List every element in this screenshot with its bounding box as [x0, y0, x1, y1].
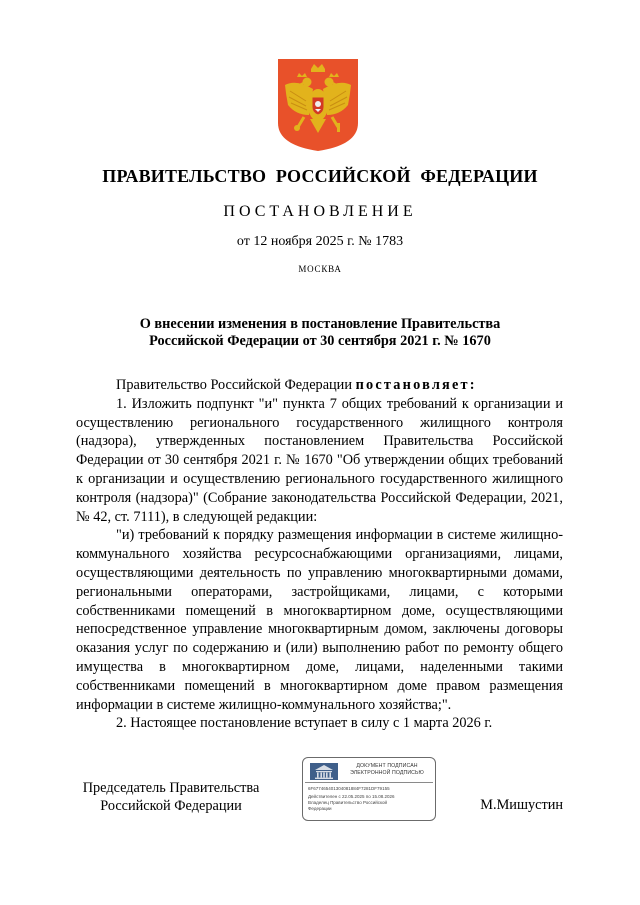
stamp-header: [305, 760, 433, 783]
subject-line-2: Российской Федерации от 30 сентября 2021 г. № 1670: [149, 333, 491, 349]
stamp-validity: Действителен с 22.05.2025 по 15.08.2026: [308, 794, 395, 799]
stamp-title-line-1: ДОКУМЕНТ ПОДПИСАН: [356, 763, 418, 769]
stamp-owner-line-2: Федерации: [308, 806, 332, 811]
document-date-number: от 12 ноября 2025 г. № 1783: [236, 234, 404, 249]
signatory-position-line-2: Российской Федерации: [100, 798, 242, 814]
stamp-certificate: 6F677465401304081884F7281DF79155: [308, 786, 390, 791]
coat-of-arms-emblem: [276, 57, 360, 153]
paragraph-1: 1. Изложить подпункт "и" пункта 7 общих требований к организации и осуществлению регионального государственного жилищного контроля (надзора), утвержденных постановлением Правительства Российской Федерации от 30 сентября 2021 г. № 1670 "Об утверждении общих требований к организации и осуществлению регионального государственного жилищного контроля (надзора)" (Собрание законодательства Российской Федерации, 2021, № 42, ст. 7111), в следующей редакции:: [76, 395, 563, 525]
paragraph-quote: "и) требований к порядку размещения информации в системе жилищно-коммунального хозяйства ресурсоснабжающими организациями, лицами, осуществляющими деятельность по управлению многоквартирными домами, региональными операторами, застройщиками, лицами, с которыми собственниками помещений в многоквартирном доме, осуществляющими непосредственное управление многоквартирным домом, заключены договоры оказания услуг по содержанию и (или) выполнению работ по ремонту общего имущества в многоквартирном доме, лицами, наделенными такими собственниками помещений в многоквартирном доме правом размещения информации в системе жилищно-коммунального хозяйства;".: [76, 527, 563, 713]
signatory-name: М.Мишустин: [480, 797, 563, 813]
subject-line-1: О внесении изменения в постановление Правительства: [139, 316, 501, 332]
stamp-owner-line-1: Владелец Правительство Российской: [308, 800, 388, 805]
signatory-position: [76, 779, 266, 815]
government-title: ПРАВИТЕЛЬСТВО РОССИЙСКОЙ ФЕДЕРАЦИИ: [102, 166, 538, 186]
intro-resolves: постановляет:: [355, 377, 477, 393]
stamp-title-line-2: ЭЛЕКТРОННОЙ ПОДПИСЬЮ: [350, 770, 424, 776]
document-body: [76, 376, 563, 733]
document-subject: [0, 316, 640, 350]
document-type: ПОСТАНОВЛЕНИЕ: [223, 203, 417, 220]
signatory-position-line-1: Председатель Правительства: [82, 780, 260, 796]
stamp-title: [341, 763, 433, 777]
government-building-icon: [309, 762, 339, 781]
electronic-signature-stamp: [302, 757, 436, 821]
intro-paragraph: [76, 376, 563, 395]
intro-text: Правительство Российской Федерации: [116, 377, 356, 393]
issue-city: МОСКВА: [298, 264, 342, 274]
paragraph-2: 2. Настоящее постановление вступает в силу с 1 марта 2026 г.: [116, 715, 493, 732]
